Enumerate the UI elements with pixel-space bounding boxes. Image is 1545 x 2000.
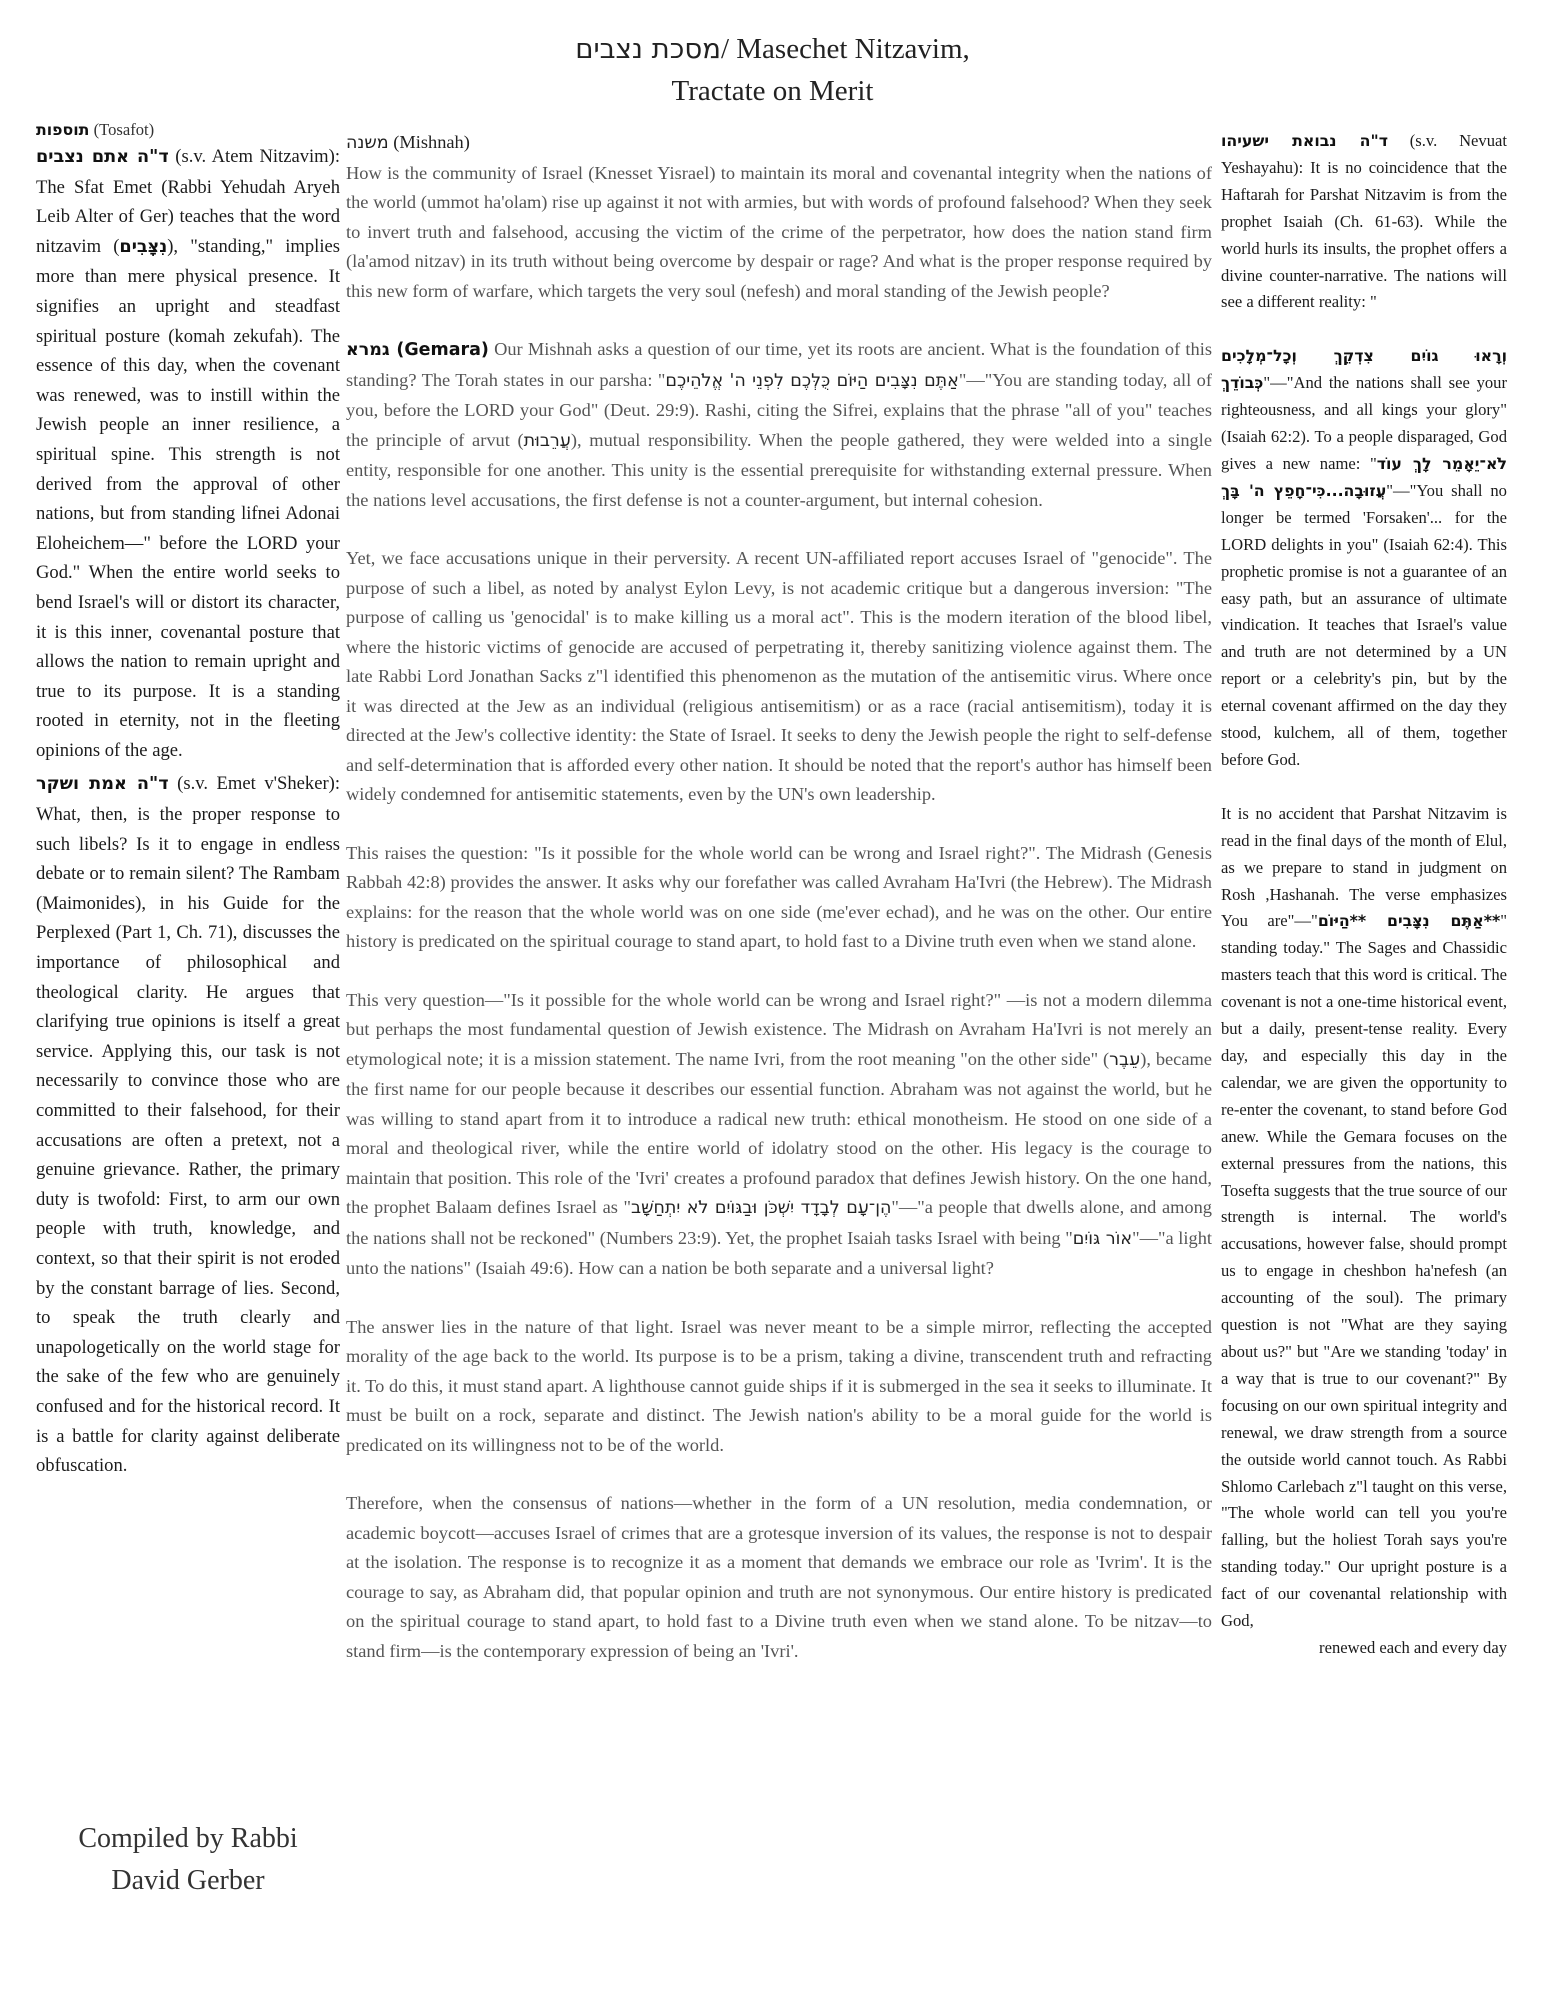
hebrew-verse: אַתֶּם נִצָּבִים **הַיּוֹם** (1317, 911, 1501, 931)
dibbur-hamatchil-heading: ד"ה נבואת ישעיהו (1221, 131, 1388, 150)
genocide-libel-paragraph: Yet, we face accusations unique in their perversity. A recent UN-affiliated report accuses Israel of "genocide". The purpose of such a libel, as noted by analyst Eylon Levy, is not academic critique but a dangerous inversion: "The purpose of calling us 'genocidal' is to make killing us a moral act". This is the modern iteration of the blood libel, where the historic victims of genocide are accused of perpetrating it, thereby sanitizing violence against them. The late Rabbi Lord Jonathan Sacks z"l identified this phenomenon as the mutation of the antisemitic virus. Where once it was directed at the Jew as an individual (religious antisemitism) or as a race (racial antisemitism), today it is directed at the Jew's collective identity: the State of Israel. It seeks to deny the Jewish people the right to self-defense and self-determination that is afforded every other nation. It should be noted that the report's author has himself been widely condemned for antisemitic statements, even by the UN's own leadership. (346, 548, 1212, 804)
conclusion-paragraph: Therefore, when the consensus of nations—whether in the form of a UN resolution, media condemnation, or academic boycott—accuses Israel of crimes that are a grotesque inversion of its values, the response is not to despair at the isolation. The response is to recognize it as a moment that demands we embrace our role as 'Ivrim'. It is the courage to say, as Abraham did, that popular opinion and truth are not synonymous. Our entire history is predicated on the spiritual courage to stand apart, to hold fast to a Divine truth even when we stand alone. To be nitzav—to stand firm—is the contemporary expression of being an 'Ivri'. (346, 1493, 1212, 1661)
hebrew-verse: אַתֶּם נִצָּבִים הַיּוֹם כֻּלְּכֶם לִפְנֵי ה' אֱלֹהֵיכֶם (665, 370, 959, 391)
tosafot-label-hebrew: תוספות (36, 120, 90, 139)
compiled-line-1: Compiled by Rabbi (78, 1823, 298, 1854)
dibbur-hamatchil-heading: ד"ה אתם נצבים (36, 147, 169, 167)
tosafot-emet-vsheker (36, 769, 340, 1480)
title-subtitle: Tractate on Merit (671, 75, 874, 107)
midrash-paragraph: This raises the question: "Is it possible for the whole world can be wrong and Israel right?". The Midrash (Genesis Rabbah 42:8) provides the answer. It asks why our forefather was called Avraham Ha'Ivri (the Hebrew). The Midrash explains: for the reason that the whole world was on one side (me'ever echad), and he was on the other. Our entire history is predicated on the spiritual courage to stand apart, to hold fast to a Divine truth even when we stand alone. (346, 842, 1212, 951)
title-line-1 (0, 28, 1545, 70)
paragraph-text: (s.v. Emet v'Sheker): What, then, is the proper response to such libels? Is it to engage in endless debate or to remain silent? The Rambam (Maimonides), in his Guide for the Perplexed (Part 1, Ch. 71), discusses the importance of philosophical and theological clarity. He argues that clarifying true opinions is itself a great service. Applying this, our task is not necessarily to convince those who are committed to their falsehood, for their accusations are often a pretext, not a genuine grievance. Rather, the primary duty is twofold: First, to arm our own people with truth, knowledge, and context, so that their spirit is not eroded by the constant barrage of lies. Second, to speak the truth clearly and unapologetically on the world stage for the sake of the few who are genuinely confused and for the historical record. It is a battle for clarity against deliberate obfuscation. (36, 773, 340, 1477)
tosafot-label-english: (Tosafot) (89, 120, 155, 139)
paragraph-text: (s.v. Atem Nitzavim): The Sfat Emet (Rabbi Yehudah Aryeh Leib Alter of Ger) teaches that the word nitzavim ( (36, 146, 341, 257)
paragraph-text: " standing today." The Sages and Chassidic masters teach that this word is critical. The covenant is not a one-time historical event, but a daily, present-tense reality. Every day, and especially this day in the calendar, we are given the opportunity to re-enter the covenant, to stand before God anew. While the Gemara focuses on the external pressures from the nations, this Tosefta suggests that the true source of our strength is internal. The world's accusations, however false, should prompt us to engage in cheshbon ha'nefesh (an accounting of the soul). The primary question is not "What are they saying about us?" but "Are we standing 'today' in a way that is true to our covenant?" By focusing on our own spiritual integrity and renewal, we draw strength from a source the outside world cannot touch. As Rabbi Shlomo Carlebach z"l taught on this verse, "The whole world can tell you you're falling, but the holiest Torah says you're standing today." Our upright posture is a fact of our covenantal relationship with God, (1221, 911, 1507, 1631)
paragraph-text: "—"a people that dwells alone, and among the nations shall not be reckoned" (Numbers 23:9). Yet, the prophet Isaiah tasks Israel with being " (346, 1197, 1212, 1248)
paragraph-text: "—"a light unto the nations" (Isaiah 49:6). How can a nation be both separate and a universal light? (346, 1227, 1212, 1278)
compiled-by-credit (36, 1818, 340, 1902)
hebrew-term: נִצָּבִים (119, 236, 168, 257)
isaiah-verses-paragraph (1221, 343, 1507, 774)
hebrew-verse: וְרָאוּ גוֹיִם צִדְקֵךְ וְכָל־מְלָכִים כְּבוֹדֵךְ (1221, 346, 1507, 393)
nevuat-yeshayahu-paragraph (1221, 128, 1507, 316)
tosafot-column (36, 118, 340, 1481)
closing-line: renewed each and every day (1319, 1637, 1507, 1657)
tosefta-column (1221, 128, 1507, 1662)
paragraph-text: This very question—"Is it possible for the whole world can be wrong and Israel right?" —is not a modern dilemma but perhaps the most fundamental question of Jewish existence. The Midrash on Avraham Ha'Ivri is not merely an etymological note; it is a mission statement. The name Ivri, from the root meaning "on the other side" ( (346, 989, 1212, 1069)
hebrew-verse: הֶן־עָם לְבָדָד יִשְׁכֹּן וּבַגּוֹיִם לֹא יִתְחַשָּׁב (631, 1198, 892, 1218)
tosafot-header (36, 118, 340, 142)
title-hebrew: מסכת נצבים (575, 33, 721, 65)
dibbur-hamatchil-heading: ד"ה אמת ושקר (36, 774, 169, 795)
paragraph-text: ), "standing," implies more than mere physical presence. It signifies an upright and steadfast spiritual posture (komah zekufah). The essence of this day, when the covenant was renewed, was to instill within the Jewish people an inner resilience, a spiritual spine. This strength is not derived from the approval of other nations, but from standing lifnei Adonai Eloheichem—" before the LORD your God." When the entire world seeks to bend Israel's will or distort its character, it is this inner, covenantal posture that allows the nation to remain upright and true to its purpose. It is a standing rooted in eternity, not in the fleeting opinions of the age. (36, 235, 340, 761)
lighthouse-paragraph: The answer lies in the nature of that light. Israel was never meant to be a simple mirror, reflecting the accepted morality of the age back to the world. Its purpose is to be a prism, taking a divine, transcendent truth and refracting it. To do this, it must stand apart. A lighthouse cannot guide ships if it is submerged in the sea it seeks to illuminate. It must be built on a rock, separate and distinct. The Jewish nation's ability to be a moral guide for the world is predicated on its willingness not to be of the world. (346, 1316, 1212, 1455)
paragraph-text: (s.v. Nevuat Yeshayahu): It is no coincidence that the Haftarah for Parshat Nitzavim is from the prophet Isaiah (Ch. 61-63). While the world hurls its insults, the prophet offers a divine counter-narrative. The nations will see a different reality: " (1221, 131, 1507, 312)
paragraph-text: "—"You are standing today, all of you, before the LORD your God" (Deut. 29:9). Rashi, citing the Sifrei, explains that the phrase "all of you" teaches the principle of arvut ( (346, 369, 1212, 450)
paragraph-text: "—"And the nations shall see your righteousness, and all kings your glory" (Isaiah 62:2). To a people disparaged, God gives a new name: " (1221, 373, 1507, 473)
elul-paragraph (1221, 801, 1507, 1635)
tosafot-atem-nitzavim (36, 142, 340, 765)
paragraph-text: ), mutual responsibility. When the people gathered, they were welded into a single entity, responsible for one another. This unity is the essential prerequisite for withstanding external pressure. When the nations level accusations, the first defense is not a counter-argument, but internal cohesion. (346, 429, 1212, 510)
mishnah-header (346, 128, 1212, 159)
hebrew-term: עֲרֵבוּת (523, 430, 571, 451)
hebrew-term: אוֹר גּוֹיִם (1072, 1228, 1133, 1249)
mishnah-label-english: (Mishnah) (388, 132, 470, 152)
gemara-label: גמרא (Gemara) (346, 340, 489, 360)
gemara-paragraph (346, 335, 1212, 515)
hebrew-verse: לֹא־יֵאָמֵר לָךְ עוֹד עֲזוּבָה...כִּי־חָפֵץ ה' בָּךְ (1221, 453, 1508, 500)
page-title (0, 28, 1545, 112)
ivri-paragraph (346, 986, 1212, 1284)
hebrew-term: עֵבֶר (1109, 1049, 1141, 1070)
paragraph-text: Our Mishnah asks a question of our time, yet its roots are ancient. What is the foundation of this standing? The Torah states in our parsha: " (346, 339, 1212, 390)
paragraph-text: ), became the first name for our people because it describes our essential function. Abraham was not against the world, but he was willing to stand apart from it to introduce a radical new truth: ethical monotheism. He stood on one side of a moral and theological river, while the entire world of idolatry stood on the other. His legacy is the courage to maintain that position. This role of the 'Ivri' creates a profound paradox that defines Jewish history. On the one hand, the prophet Balaam defines Israel as " (346, 1048, 1212, 1217)
paragraph-text: "—"You shall no longer be termed 'Forsaken'... for the LORD delights in you" (Isaiah 62:4). This prophetic promise is not a guarantee of an easy path, but an assurance of ultimate vindication. It teaches that Israel's value and truth are not determined by a UN report or a celebrity's pin, but by the eternal covenant affirmed on the day they stood, kulchem, all of them, together before God. (1221, 480, 1507, 769)
mishnah-text: How is the community of Israel (Knesset Yisrael) to maintain its moral and covenantal integrity when the nations of the world (ummot ha'olam) rise up against it not with armies, but with words of profound falsehood? When they seek to invert truth and falsehood, accusing the victim of the crime of the perpetrator, how does the nation stand firm (la'amod nitzav) in its truth without being overcome by despair or rage? And what is the proper response required by this new form of warfare, which targets the very soul (nefesh) and moral standing of the Jewish people? (346, 162, 1212, 301)
paragraph-text: It is no accident that Parshat Nitzavim is read in the final days of the month of Elul, as we prepare to stand in judgment on Rosh ,Hashanah. The verse emphasizes You are"—" (1221, 803, 1507, 931)
title-separator: / (720, 33, 737, 65)
compiled-line-2: David Gerber (111, 1865, 265, 1896)
mishnah-label-hebrew: משנה (346, 133, 389, 153)
title-english: Masechet Nitzavim, (736, 33, 970, 65)
main-column (346, 128, 1212, 1666)
